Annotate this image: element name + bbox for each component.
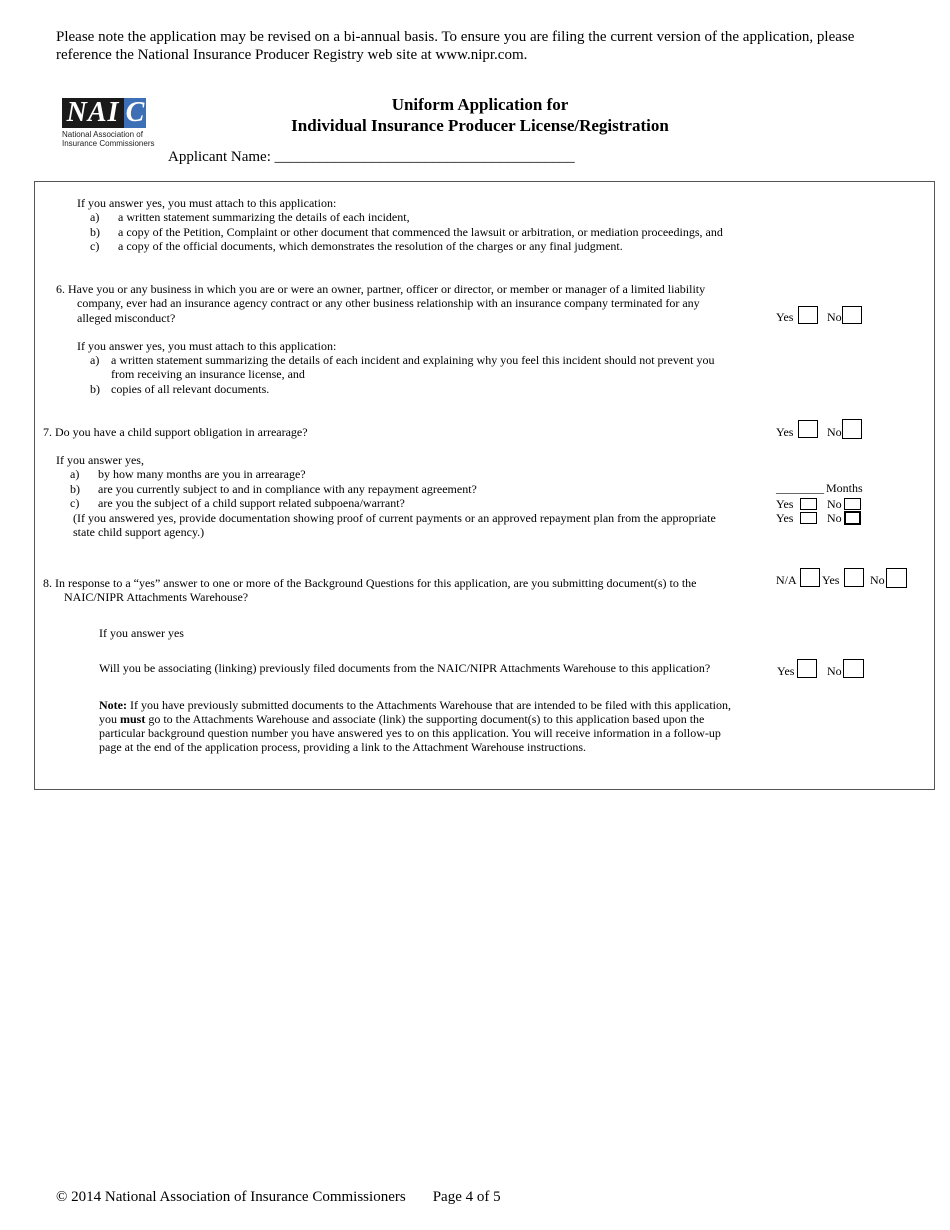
- q8-note-line4: page at the end of the application process, providing a link to the Attachment Warehouse instructions.: [99, 740, 587, 754]
- q8-linking-no-label: No: [827, 664, 842, 678]
- logo-mark-main: NAI: [62, 98, 124, 128]
- q7c-yes-label: Yes: [776, 511, 794, 525]
- q8-note-line1-text: If you have previously submitted documents to the Attachments Warehouse that are intended to be filed with this application,: [126, 698, 731, 712]
- q7-followup-intro: If you answer yes,: [56, 453, 144, 467]
- q8-yes-checkbox[interactable]: [844, 568, 864, 587]
- q8-no-checkbox[interactable]: [886, 568, 907, 588]
- q6-question-line1: 6. Have you or any business in which you are or were an owner, partner, officer or director, or member or manager of a limited liability: [56, 282, 706, 296]
- q8-note-line2-a: you: [99, 712, 120, 726]
- q7-no-label: No: [827, 425, 842, 439]
- q7b-yes-label: Yes: [776, 497, 794, 511]
- q5-item-a-mark: a): [90, 210, 100, 224]
- q8-linking-no-checkbox[interactable]: [843, 659, 864, 678]
- q8-note-line2-c: go to the Attachments Warehouse and associate (link) the supporting document(s) to this application based upon the: [145, 712, 705, 726]
- footer-copyright: © 2014 National Association of Insurance Commissioners: [56, 1189, 406, 1205]
- q7-question: 7. Do you have a child support obligation in arrearage?: [43, 425, 308, 439]
- q6-yes-checkbox[interactable]: [798, 306, 818, 324]
- q8-yes-label: Yes: [822, 573, 840, 587]
- q5-followup-intro: If you answer yes, you must attach to this application:: [77, 196, 337, 210]
- q7b-no-checkbox[interactable]: [844, 498, 861, 510]
- q8-question-line1: 8. In response to a “yes” answer to one or more of the Background Questions for this application, are you submitting document(s) to the: [43, 576, 697, 590]
- q8-na-checkbox[interactable]: [800, 568, 820, 587]
- q5-item-c-mark: c): [90, 239, 100, 253]
- q8-note-bold: Note:: [99, 698, 127, 712]
- q7-note-line2: state child support agency.): [73, 525, 205, 539]
- q6-item-b-mark: b): [90, 382, 100, 396]
- q7-yes-checkbox[interactable]: [798, 420, 818, 438]
- naic-logo: [62, 97, 155, 150]
- q8-note-line2: [99, 712, 704, 727]
- q8-note-line1: [99, 698, 731, 713]
- q7b-yes-checkbox[interactable]: [800, 498, 817, 510]
- q6-no-checkbox[interactable]: [842, 306, 862, 324]
- q6-item-a-line2: from receiving an insurance license, and: [111, 367, 305, 381]
- q6-item-b-text: copies of all relevant documents.: [111, 382, 270, 396]
- form-title-line2: Individual Insurance Producer License/Registration: [291, 116, 669, 135]
- q8-na-label: N/A: [776, 573, 797, 587]
- q7-item-b-text: are you currently subject to and in compliance with any repayment agreement?: [98, 482, 477, 496]
- q7c-yes-checkbox[interactable]: [800, 512, 817, 524]
- q7c-no-checkbox[interactable]: [844, 511, 861, 525]
- q6-question-line2: company, ever had an insurance agency contract or any other business relationship with an insurance company terminated for any: [77, 296, 700, 310]
- q6-item-a-line1: a written statement summarizing the details of each incident and explaining why you feel this incident should not prevent you: [111, 353, 715, 367]
- logo-caption-line2: Insurance Commissioners: [62, 139, 155, 148]
- q8-no-label: No: [870, 573, 885, 587]
- logo-caption: [62, 130, 154, 148]
- q7-note-line1: (If you answered yes, provide documentation showing proof of current payments or an approved repayment plan from the appropriate: [73, 511, 716, 525]
- naic-logo-mark: [62, 98, 146, 128]
- q8-linking-yes-checkbox[interactable]: [797, 659, 817, 678]
- q7-item-b-mark: b): [70, 482, 80, 496]
- q8-linking-question: Will you be associating (linking) previously filed documents from the NAIC/NIPR Attachments Warehouse to this application?: [99, 661, 711, 675]
- q8-linking-yes-label: Yes: [777, 664, 795, 678]
- q6-item-a-mark: a): [90, 353, 100, 367]
- q7b-no-label: No: [827, 497, 842, 511]
- q5-item-a-text: a written statement summarizing the details of each incident,: [118, 210, 410, 224]
- q6-followup-intro: If you answer yes, you must attach to this application:: [77, 339, 337, 353]
- q8-if-yes: If you answer yes: [99, 626, 184, 640]
- q8-note-must: must: [120, 712, 146, 726]
- q8-question-line2: NAIC/NIPR Attachments Warehouse?: [64, 590, 249, 604]
- footer: [56, 1189, 501, 1206]
- revision-notice: Please note the application may be revised on a bi-annual basis. To ensure you are filing the current version of the application, please reference the National Insurance Producer Registry web site at www.nipr.com.: [56, 29, 855, 63]
- q7c-no-label: No: [827, 511, 842, 525]
- q7a-months-label: Months: [826, 481, 863, 495]
- q7-item-c-text: are you the subject of a child support related subpoena/warrant?: [98, 496, 405, 510]
- q7-item-a-mark: a): [70, 467, 80, 481]
- q5-item-c-text: a copy of the official documents, which demonstrates the resolution of the charges or any final judgment.: [118, 239, 623, 253]
- form-title-line1: Uniform Application for: [391, 95, 569, 114]
- q6-question-line3: alleged misconduct?: [77, 311, 176, 325]
- logo-caption-line1: National Association of: [62, 130, 143, 139]
- q8-note-line3: particular background question number you have answered yes to on this application. You will receive information in a follow-up: [99, 726, 721, 740]
- q7a-months-input[interactable]: ________: [776, 481, 824, 495]
- q6-yes-label: Yes: [776, 310, 794, 324]
- q7-item-a-text: by how many months are you in arrearage?: [98, 467, 306, 481]
- footer-page-number: Page 4 of 5: [432, 1189, 501, 1205]
- q6-no-label: No: [827, 310, 842, 324]
- q7-no-checkbox[interactable]: [842, 419, 862, 439]
- q7-item-c-mark: c): [70, 496, 80, 510]
- applicant-name-field[interactable]: Applicant Name: ________________________________________: [168, 149, 575, 165]
- q5-item-b-mark: b): [90, 225, 100, 239]
- q5-item-b-text: a copy of the Petition, Complaint or other document that commenced the lawsuit or arbitration, or mediation proceedings, and: [118, 225, 723, 239]
- logo-mark-accent: C: [125, 97, 145, 128]
- q7-yes-label: Yes: [776, 425, 794, 439]
